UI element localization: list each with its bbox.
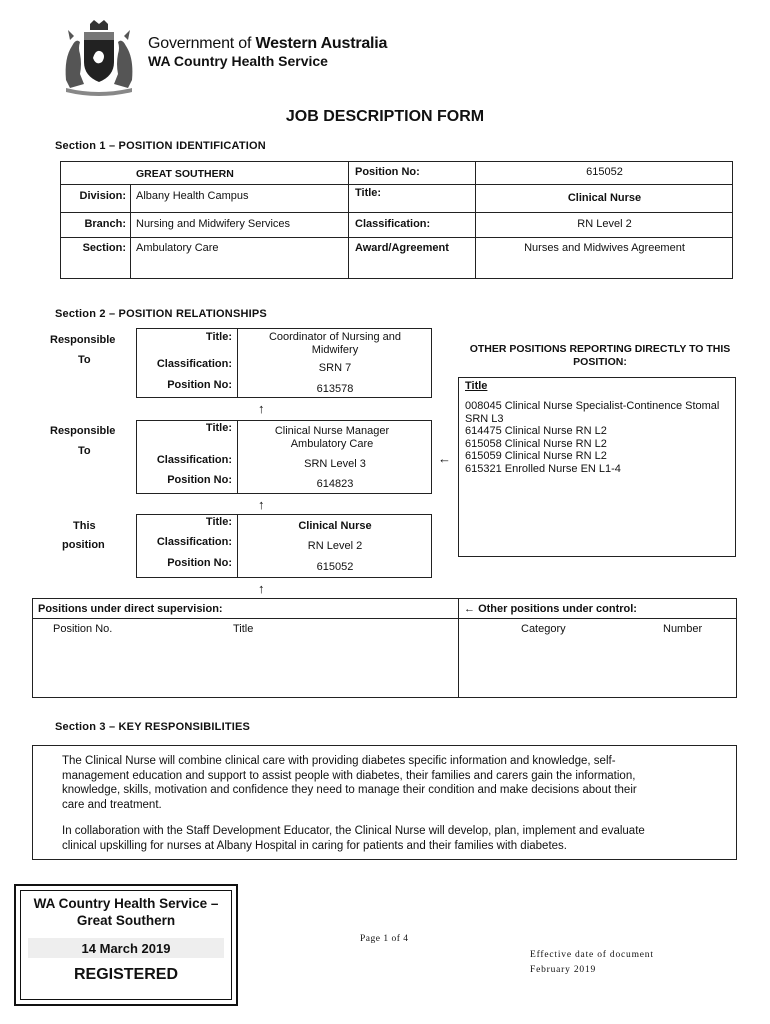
box2-left-line2: To: [78, 445, 91, 457]
box3-left-line1: This: [73, 520, 96, 532]
division-label: Division:: [79, 190, 126, 202]
box2-classification: SRN Level 3: [304, 458, 366, 470]
arrow-up-icon: ↑: [258, 497, 265, 512]
branch-label: Branch:: [84, 218, 126, 230]
box3-left-line2: position: [62, 539, 105, 551]
box2-class-label: Classification:: [156, 454, 232, 466]
list-item: 008045 Clinical Nurse Specialist-Continence Stomal SRN L3: [465, 400, 720, 425]
box2-pos-label: Position No:: [167, 474, 232, 486]
list-item: 615058 Clinical Nurse RN L2: [465, 437, 607, 450]
box1-title-label: Title:: [205, 331, 232, 343]
section2-heading: Section 2 – POSITION RELATIONSHIPS: [55, 308, 267, 320]
title-label: Title:: [355, 187, 382, 199]
list-item: 614475 Clinical Nurse RN L2: [465, 425, 607, 438]
stamp-org: WA Country Health Service – Great Southern: [33, 896, 219, 928]
position-no-value: 615052: [586, 166, 623, 178]
ctl-col-category: Category: [521, 623, 566, 635]
box3-position-no: 615052: [316, 561, 354, 573]
division-value: Albany Health Campus: [136, 190, 249, 202]
box1-position-no: 613578: [316, 383, 354, 395]
responsibilities-para-1: The Clinical Nurse will combine clinical care with providing diabetes specific information and knowledge, self- management education and support to assist people with diabetes, their families and carers gain the information, knowledge, skills, motivation and confidence they need to manage their condition and make decisions about their care and treatment.: [62, 755, 637, 811]
page-title: JOB DESCRIPTION FORM: [285, 108, 485, 125]
effective-date: February 2019: [530, 965, 597, 975]
box1-title: Coordinator of Nursing and Midwifery: [268, 331, 402, 356]
position-no-label: Position No:: [355, 166, 420, 178]
other-positions-list: [465, 400, 727, 476]
award-value: Nurses and Midwives Agreement: [524, 242, 685, 254]
other-positions-heading: OTHER POSITIONS REPORTING DIRECTLY TO THIS POSITION:: [469, 343, 731, 368]
box2-title: Clinical Nurse Manager Ambulatory Care: [274, 425, 390, 450]
award-label: Award/Agreement: [355, 242, 449, 254]
service-heading: WA Country Health Service: [148, 53, 328, 69]
box2-left-line1: Responsible: [50, 425, 116, 437]
arrow-up-icon: ↑: [258, 401, 265, 416]
arrow-left-icon: ←: [438, 451, 451, 466]
effective-label: Effective date of document: [530, 950, 654, 960]
region-label: GREAT SOUTHERN: [136, 168, 234, 180]
supervision-heading: Positions under direct supervision:: [38, 603, 223, 615]
other-title-label: Title: [465, 380, 488, 392]
list-item: 615059 Clinical Nurse RN L2: [465, 450, 607, 463]
box3-title-label: Title:: [205, 516, 232, 528]
responsibilities-para-2: In collaboration with the Staff Development Educator, the Clinical Nurse will develop, plan, implement and evaluate clinical upskilling for nurses at Albany Hospital in caring for patients and their families with diabetes.: [62, 825, 645, 852]
government-heading: Government of Western Australia: [148, 35, 388, 52]
sup-col-title: Title: [233, 623, 254, 635]
ctl-col-number: Number: [663, 623, 703, 635]
stamp-status: REGISTERED: [73, 966, 178, 983]
box3-title: Clinical Nurse: [298, 520, 372, 532]
arrow-left-icon: ←: [464, 603, 475, 615]
coat-of-arms-icon: [60, 18, 138, 102]
box1-classification: SRN 7: [318, 362, 352, 374]
box2-position-no: 614823: [316, 478, 354, 490]
box2-title-label: Title:: [205, 422, 232, 434]
box1-left-line2: To: [78, 354, 91, 366]
branch-value: Nursing and Midwifery Services: [136, 218, 291, 230]
section-value: Ambulatory Care: [136, 242, 219, 254]
arrow-up-icon: ↑: [258, 581, 265, 596]
list-item: 615321 Enrolled Nurse EN L1-4: [465, 462, 621, 475]
section-label: Section:: [82, 242, 126, 254]
box3-classification: RN Level 2: [307, 540, 363, 552]
section1-heading: Section 1 – POSITION IDENTIFICATION: [55, 140, 266, 152]
control-heading: ← Other positions under control:: [464, 603, 637, 615]
page-number: Page 1 of 4: [360, 934, 409, 944]
box3-pos-label: Position No:: [167, 557, 232, 569]
stamp-date: 14 March 2019: [81, 941, 171, 956]
title-value: Clinical Nurse: [567, 192, 642, 204]
box1-class-label: Classification:: [156, 358, 232, 370]
section3-heading: Section 3 – KEY RESPONSIBILITIES: [55, 721, 251, 733]
box1-pos-label: Position No:: [167, 379, 232, 391]
sup-col-position: Position No.: [53, 623, 113, 635]
box1-left-line1: Responsible: [50, 334, 116, 346]
classification-label: Classification:: [355, 218, 431, 230]
classification-value: RN Level 2: [577, 218, 632, 230]
box3-class-label: Classification:: [156, 536, 232, 548]
